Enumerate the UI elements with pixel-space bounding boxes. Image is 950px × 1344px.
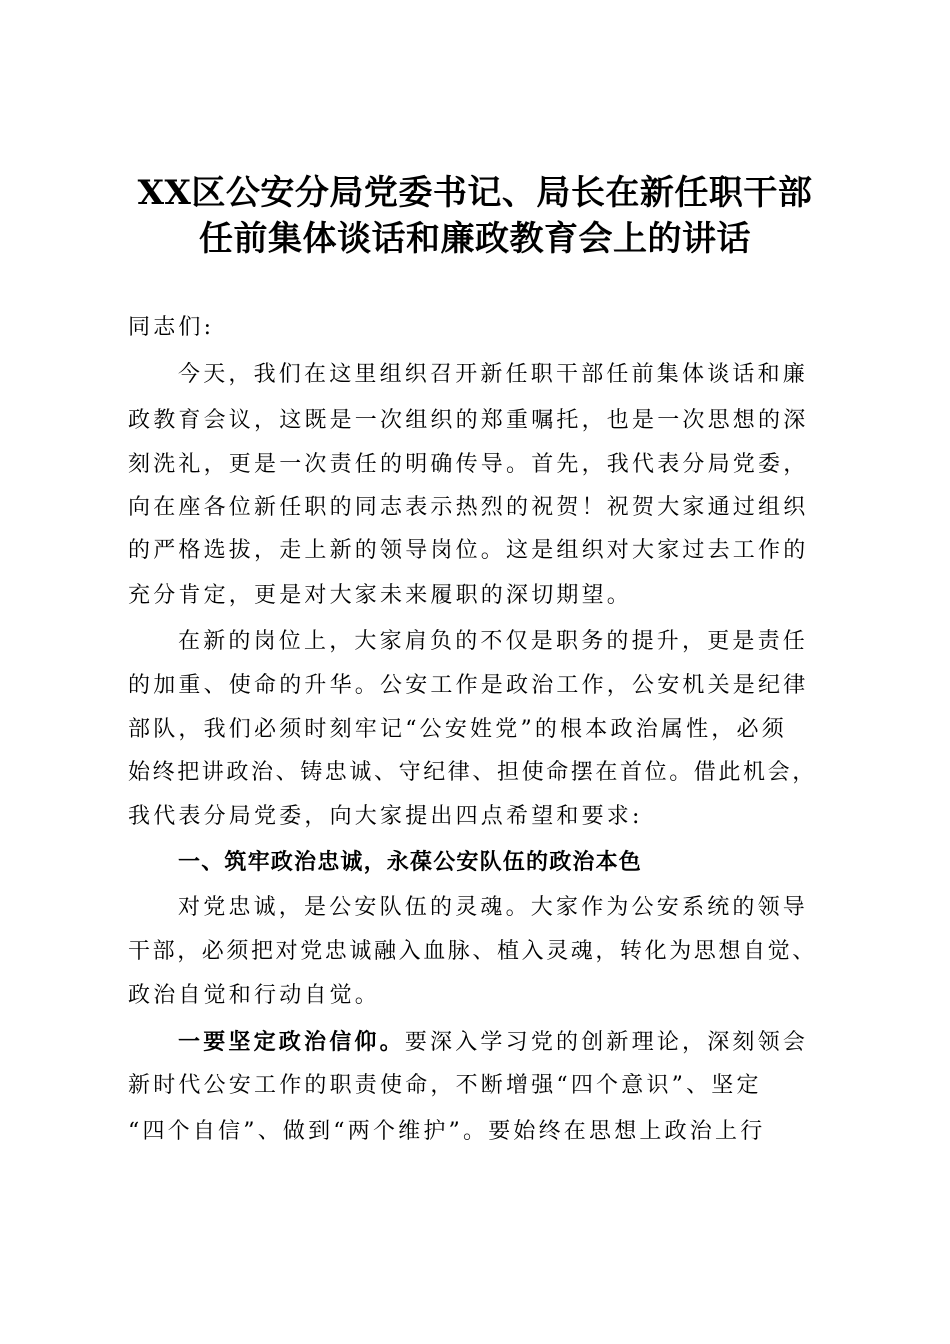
- paragraph-3-line: 政治自觉和行动自觉。: [128, 983, 381, 1008]
- paragraph-2-line: 在新的岗位上，大家肩负的不仅是职务的提升，更是责任: [178, 629, 809, 654]
- section-heading-1: 一、筑牢政治忠诚，永葆公安队伍的政治本色: [178, 849, 643, 875]
- paragraph-1-line: 向在座各位新任职的同志表示热烈的祝贺！祝贺大家通过组织: [128, 495, 809, 520]
- paragraph-3-line: 干部，必须把对党忠诚融入血脉、植入灵魂，转化为思想自觉、: [128, 939, 817, 964]
- paragraph-3-line: 对党忠诚，是公安队伍的灵魂。大家作为公安系统的领导: [178, 895, 809, 920]
- document-title-line-1: XX区公安分局党委书记、局长在新任职干部: [137, 173, 813, 213]
- paragraph-4-lead: 一要坚定政治信仰。: [178, 1029, 405, 1055]
- paragraph-4-line: [178, 1022, 848, 1062]
- paragraph-4-line: “四个自信”、做到“两个维护”。要始终在思想上政治上行: [128, 1119, 766, 1144]
- paragraph-1-line: 充分肯定，更是对大家未来履职的深切期望。: [128, 583, 633, 608]
- paragraph-1-line: 今天，我们在这里组织召开新任职干部任前集体谈话和廉: [178, 362, 809, 387]
- salutation: 同志们:: [128, 315, 215, 340]
- paragraph-1-line: 的严格选拔，走上新的领导岗位。这是组织对大家过去工作的: [128, 538, 809, 563]
- paragraph-4-first-rest: 要深入学习党的创新理论，深刻领会: [404, 1030, 809, 1055]
- document-title-line-2: 任前集体谈话和廉政教育会上的讲话: [199, 219, 751, 259]
- paragraph-2-line: 部队，我们必须时刻牢记“公安姓党”的根本政治属性，必须: [128, 717, 787, 742]
- paragraph-1-line: 政教育会议，这既是一次组织的郑重嘱托，也是一次思想的深: [128, 408, 809, 433]
- paragraph-2-line: 始终把讲政治、铸忠诚、守纪律、担使命摆在首位。借此机会，: [128, 760, 817, 785]
- paragraph-1-line: 刻洗礼，更是一次责任的明确传导。首先，我代表分局党委，: [128, 452, 809, 477]
- paragraph-4-line: 新时代公安工作的职责使命，不断增强“四个意识”、坚定: [128, 1073, 762, 1098]
- paragraph-2-line: 的加重、使命的升华。公安工作是政治工作，公安机关是纪律: [128, 673, 809, 698]
- paragraph-2-line: 我代表分局党委，向大家提出四点希望和要求:: [128, 804, 643, 829]
